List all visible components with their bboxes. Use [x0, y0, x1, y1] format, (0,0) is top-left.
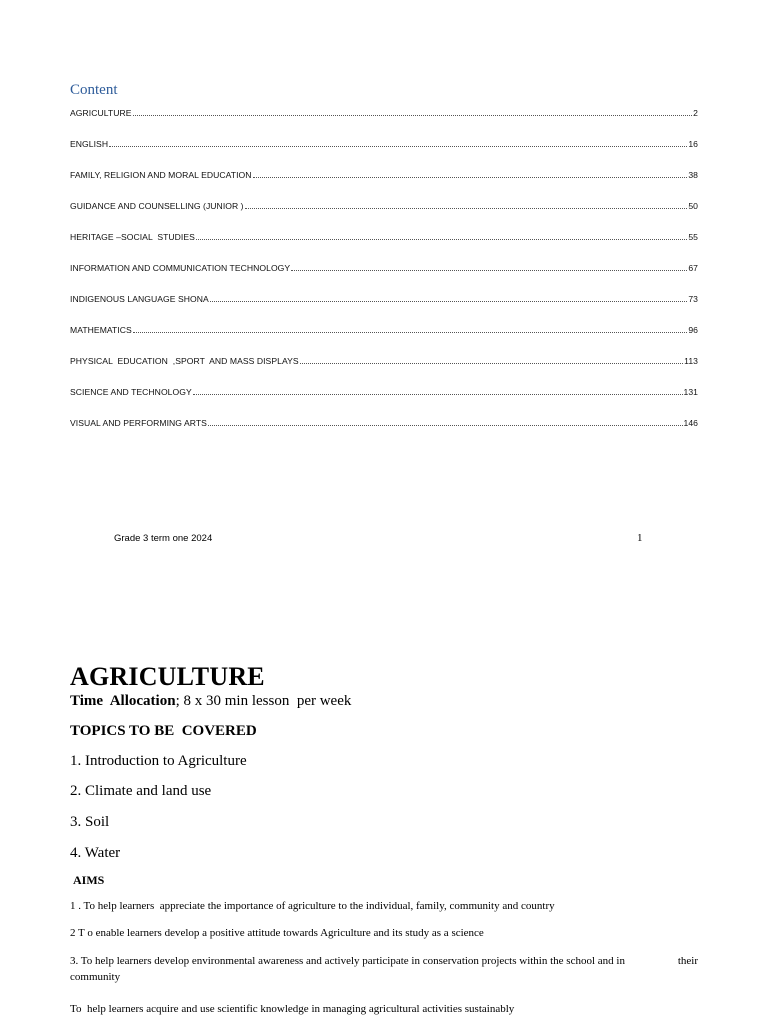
toc-entry-page: 131 — [683, 387, 698, 397]
toc-entry-page: 73 — [688, 294, 698, 304]
dot-leader — [210, 301, 688, 302]
toc-entry-label: INFORMATION AND COMMUNICATION TECHNOLOGY — [70, 263, 291, 273]
time-allocation-label: Time Allocation — [70, 693, 176, 709]
toc-entry-label: FAMILY, RELIGION AND MORAL EDUCATION — [70, 170, 252, 180]
dot-leader — [245, 208, 688, 209]
toc-entry-page: 67 — [688, 263, 698, 273]
dot-leader — [253, 177, 688, 178]
toc-entry-label: HERITAGE –SOCIAL STUDIES — [70, 232, 195, 242]
aim-item: 1 . To help learners appreciate the importance of agriculture to the individual, family, community and country — [70, 900, 555, 912]
toc-entry-heritage[interactable] — [70, 227, 698, 258]
dot-leader — [109, 146, 687, 147]
page-number: 1 — [637, 532, 643, 544]
aim-text-end: their — [677, 955, 698, 967]
topic-item: 1. Introduction to Agriculture — [70, 753, 247, 769]
toc-entry-label: AGRICULTURE — [70, 108, 132, 118]
section-heading: AGRICULTURE — [70, 662, 265, 691]
toc-entry-agriculture[interactable] — [70, 103, 698, 134]
toc-entry-page: 146 — [683, 418, 698, 428]
table-of-contents — [70, 103, 698, 444]
aim-item: To help learners acquire and use scientific knowledge in managing agricultural activities sustainably — [70, 1003, 515, 1015]
toc-entry-label: INDIGENOUS LANGUAGE SHONA — [70, 294, 209, 304]
toc-entry-ict[interactable] — [70, 258, 698, 289]
toc-entry-page: 38 — [688, 170, 698, 180]
aim-item: 2 T o enable learners develop a positive attitude towards Agriculture and its study as a science — [70, 927, 484, 939]
toc-entry-mathematics[interactable] — [70, 320, 698, 351]
toc-entry-label: MATHEMATICS — [70, 325, 132, 335]
dot-leader — [300, 363, 683, 364]
toc-entry-family-religion[interactable] — [70, 165, 698, 196]
dot-leader — [133, 115, 693, 116]
topic-item: 3. Soil — [70, 814, 110, 830]
aim-item — [70, 953, 698, 985]
aim-text: 3. To help learners develop environmental awareness and actively participate in conservation projects within the school and in — [70, 955, 625, 967]
toc-entry-physical-education[interactable] — [70, 351, 698, 382]
time-allocation-value: ; 8 x 30 min lesson per week — [175, 693, 352, 709]
toc-entry-page: 55 — [688, 232, 698, 242]
dot-leader — [133, 332, 688, 333]
dot-leader — [291, 270, 687, 271]
toc-entry-label: GUIDANCE AND COUNSELLING (JUNIOR ) — [70, 201, 244, 211]
toc-entry-english[interactable] — [70, 134, 698, 165]
dot-leader — [208, 425, 683, 426]
topic-item: 4. Water — [70, 845, 121, 861]
aim-text-continued: community — [70, 971, 121, 983]
page-footer-text: Grade 3 term one 2024 — [114, 533, 213, 544]
toc-entry-science[interactable] — [70, 382, 698, 413]
toc-entry-shona[interactable] — [70, 289, 698, 320]
toc-entry-visual-arts[interactable] — [70, 413, 698, 444]
toc-entry-label: VISUAL AND PERFORMING ARTS — [70, 418, 207, 428]
toc-entry-label: SCIENCE AND TECHNOLOGY — [70, 387, 192, 397]
toc-entry-page: 113 — [684, 356, 698, 366]
toc-title: Content — [70, 82, 118, 98]
topic-item: 2. Climate and land use — [70, 783, 212, 799]
toc-entry-guidance[interactable] — [70, 196, 698, 227]
dot-leader — [193, 394, 683, 395]
toc-entry-label: PHYSICAL EDUCATION ,SPORT AND MASS DISPLAYS — [70, 356, 299, 366]
toc-entry-label: ENGLISH — [70, 139, 109, 149]
aims-heading: AIMS — [73, 873, 105, 887]
topics-heading: TOPICS TO BE COVERED — [70, 723, 257, 739]
toc-entry-page: 16 — [688, 139, 698, 149]
toc-entry-page: 2 — [693, 108, 698, 118]
toc-entry-page: 96 — [688, 325, 698, 335]
time-allocation — [70, 693, 351, 710]
dot-leader — [196, 239, 687, 240]
toc-entry-page: 50 — [688, 201, 698, 211]
